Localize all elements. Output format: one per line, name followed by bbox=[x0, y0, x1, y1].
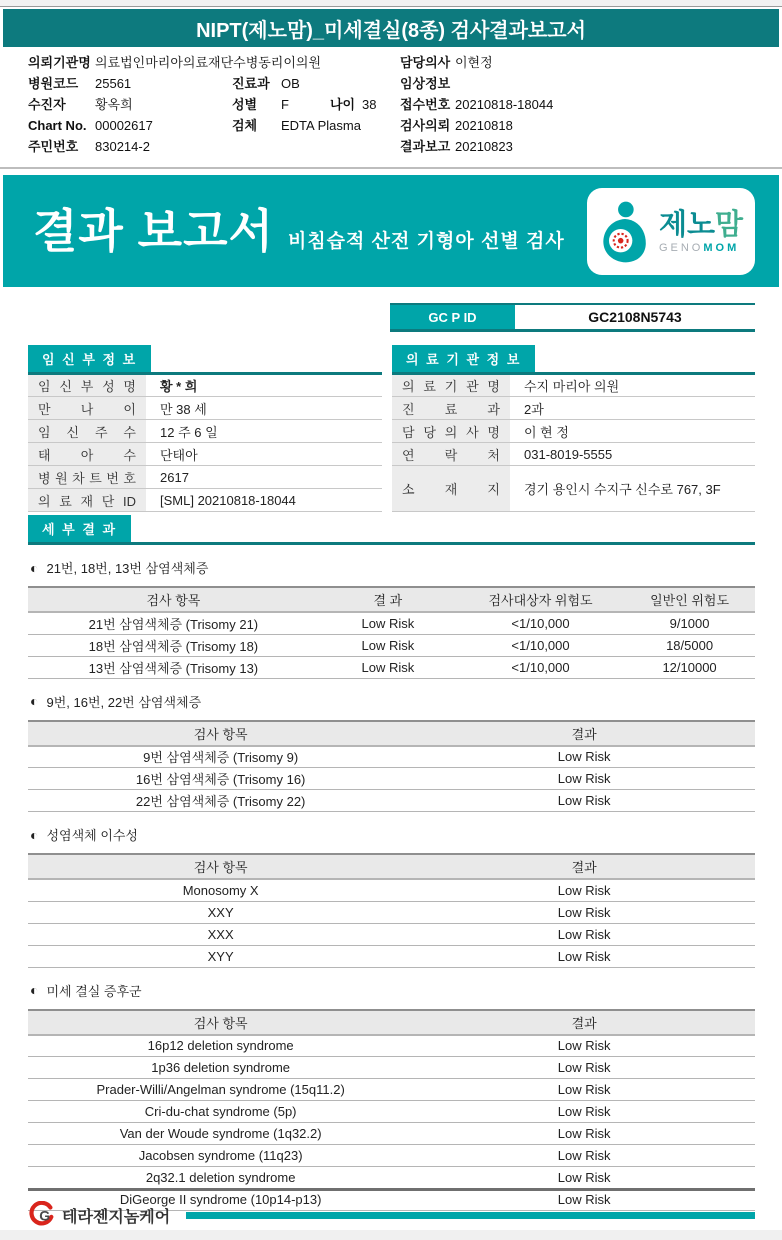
table-row bbox=[28, 656, 755, 678]
row-label: 태 아 수 bbox=[28, 443, 146, 466]
row-value: 12 주 6 일 bbox=[146, 420, 382, 443]
table-row bbox=[28, 420, 382, 443]
column-header: 결과 bbox=[413, 854, 755, 879]
receipt-no-value: 20210818-18044 bbox=[455, 97, 554, 112]
row-value: 031-8019-5555 bbox=[510, 443, 755, 466]
table-row bbox=[28, 923, 755, 945]
row-value: 이 현 정 bbox=[510, 420, 755, 443]
test-item: 2q32.1 deletion syndrome bbox=[28, 1167, 413, 1189]
hospital-code-value: 25561 bbox=[95, 76, 132, 91]
report-title: NIPT(제노맘)_미세결실(8종) 검사결과보고서 bbox=[196, 19, 586, 42]
logo-kr-mom: 맘 bbox=[715, 208, 744, 241]
test-item: Van der Woude syndrome (1q32.2) bbox=[28, 1123, 413, 1145]
row-value: 경기 용인시 수지구 신수로 767, 3F bbox=[510, 466, 755, 512]
detail-title-underline bbox=[28, 542, 755, 545]
theragen-g-icon bbox=[28, 1201, 56, 1229]
table-row bbox=[28, 634, 755, 656]
row-label: 소 재 지 bbox=[392, 466, 510, 512]
microdeletion-table bbox=[28, 1009, 755, 1212]
result-value: Low Risk bbox=[319, 612, 457, 634]
row-label: 임 신 부 성 명 bbox=[28, 374, 146, 397]
row-value: [SML] 20210818-18044 bbox=[146, 489, 382, 512]
row-value: 수지 마리아 의원 bbox=[510, 374, 755, 397]
test-item: XXY bbox=[28, 901, 413, 923]
detail-results-section bbox=[28, 515, 755, 1215]
row-value: 황 * 희 bbox=[146, 374, 382, 397]
table-row bbox=[28, 374, 382, 397]
clinic-info-title: 의 료 기 관 정 보 bbox=[392, 345, 535, 372]
table-row bbox=[28, 1145, 755, 1167]
trisomy-91622-table bbox=[28, 720, 755, 813]
trisomy-211813-table bbox=[28, 586, 755, 679]
logo-wordmark bbox=[659, 210, 743, 254]
top-strip bbox=[0, 0, 782, 7]
chart-no-value: 00002617 bbox=[95, 118, 153, 133]
footer bbox=[28, 1188, 755, 1229]
column-header: 결 과 bbox=[319, 587, 457, 612]
footer-teal-bar bbox=[186, 1212, 755, 1219]
table-row bbox=[28, 489, 382, 512]
column-header: 검사 항목 bbox=[28, 1010, 413, 1035]
age-value: 38 bbox=[362, 97, 377, 112]
detail-results-title: 세 부 결 과 bbox=[28, 515, 131, 542]
table-row bbox=[28, 1079, 755, 1101]
report-title-bar bbox=[3, 9, 779, 47]
column-header: 결과 bbox=[413, 1010, 755, 1035]
test-item: 16번 삼염색체증 (Trisomy 16) bbox=[28, 768, 413, 790]
half-circle-icon: ◐ bbox=[30, 826, 39, 843]
test-item: 18번 삼염색체증 (Trisomy 18) bbox=[28, 634, 319, 656]
header-separator bbox=[0, 167, 782, 169]
section-heading: 21번, 18번, 13번 삼염색체증 bbox=[46, 561, 209, 576]
specimen-label: 검체 bbox=[232, 118, 258, 133]
population-risk: 12/10000 bbox=[624, 656, 755, 678]
genomom-logo bbox=[587, 188, 755, 275]
table-row bbox=[392, 443, 755, 466]
test-item: 1p36 deletion syndrome bbox=[28, 1057, 413, 1079]
order-info-block bbox=[0, 51, 782, 163]
hospital-code-label: 병원코드 bbox=[28, 76, 79, 91]
column-header: 검사 항목 bbox=[28, 721, 413, 746]
column-header: 검사 항목 bbox=[28, 587, 319, 612]
sex-chromosome-section bbox=[28, 825, 755, 968]
specimen-value: EDTA Plasma bbox=[281, 118, 361, 133]
test-item: XXX bbox=[28, 923, 413, 945]
row-label: 만 나 이 bbox=[28, 397, 146, 420]
table-row bbox=[392, 374, 755, 397]
column-header: 검사 항목 bbox=[28, 854, 413, 879]
table-row bbox=[392, 420, 755, 443]
result-value: Low Risk bbox=[413, 1145, 755, 1167]
table-row bbox=[28, 746, 755, 768]
table-row bbox=[28, 945, 755, 967]
row-value: 단태아 bbox=[146, 443, 382, 466]
subject-risk: <1/10,000 bbox=[457, 612, 624, 634]
resident-no-label: 주민번호 bbox=[28, 139, 79, 154]
gcp-id-value: GC2108N5743 bbox=[515, 305, 755, 329]
department-value: OB bbox=[281, 76, 300, 91]
table-row bbox=[28, 443, 382, 466]
report-date-value: 20210823 bbox=[455, 139, 513, 154]
gcp-id-bar bbox=[390, 303, 755, 332]
test-item: 21번 삼염색체증 (Trisomy 21) bbox=[28, 612, 319, 634]
half-circle-icon: ◐ bbox=[30, 693, 39, 709]
footer-divider bbox=[28, 1188, 755, 1191]
sex-value: F bbox=[281, 97, 289, 112]
half-circle-icon: ◐ bbox=[30, 559, 39, 576]
result-value: Low Risk bbox=[413, 945, 755, 967]
row-label: 임 신 주 수 bbox=[28, 420, 146, 443]
clinical-info-label: 임상정보 bbox=[400, 76, 451, 91]
result-value: Low Risk bbox=[413, 1167, 755, 1189]
result-value: Low Risk bbox=[319, 656, 457, 678]
company-name: 테라젠지놈케어 bbox=[62, 1208, 171, 1226]
test-item: Prader-Willi/Angelman syndrome (15q11.2) bbox=[28, 1079, 413, 1101]
row-label: 의 료 기 관 명 bbox=[392, 374, 510, 397]
row-value: 2과 bbox=[510, 397, 755, 420]
doctor-label: 담당의사 bbox=[400, 55, 451, 70]
patient-value: 황옥희 bbox=[95, 97, 133, 112]
test-item: 13번 삼염색체증 (Trisomy 13) bbox=[28, 656, 319, 678]
table-row bbox=[28, 768, 755, 790]
table-header-row bbox=[28, 854, 755, 879]
column-header: 검사대상자 위험도 bbox=[457, 587, 624, 612]
chart-no-label: Chart No. bbox=[28, 118, 87, 133]
table-row bbox=[28, 1167, 755, 1189]
table-row bbox=[28, 1101, 755, 1123]
half-circle-icon: ◐ bbox=[30, 982, 39, 998]
table-row bbox=[28, 879, 755, 901]
banner-title: 결과 보고서 bbox=[33, 205, 274, 257]
population-risk: 18/5000 bbox=[624, 634, 755, 656]
table-header-row bbox=[28, 1010, 755, 1035]
request-date-value: 20210818 bbox=[455, 118, 513, 133]
test-item: DiGeorge II syndrome (10p14-p13) bbox=[28, 1189, 413, 1211]
test-item: 22번 삼염색체증 (Trisomy 22) bbox=[28, 790, 413, 812]
section-heading: 9번, 16번, 22번 삼염색체증 bbox=[46, 694, 202, 710]
table-row bbox=[28, 901, 755, 923]
resident-no-value: 830214-2 bbox=[95, 139, 150, 154]
result-value: Low Risk bbox=[413, 1123, 755, 1145]
test-item: Jacobsen syndrome (11q23) bbox=[28, 1145, 413, 1167]
section-heading: 미세 결실 증후군 bbox=[46, 983, 142, 999]
request-date-label: 검사의뢰 bbox=[400, 118, 451, 133]
sex-label: 성별 bbox=[232, 97, 258, 112]
table-header-row bbox=[28, 721, 755, 746]
result-value: Low Risk bbox=[413, 768, 755, 790]
row-value: 2617 bbox=[146, 466, 382, 489]
mother-info-section bbox=[28, 345, 382, 512]
test-item: XYY bbox=[28, 945, 413, 967]
row-label: 진 료 과 bbox=[392, 397, 510, 420]
population-risk: 9/1000 bbox=[624, 612, 755, 634]
row-label: 의 료 재 단 ID bbox=[28, 489, 146, 512]
test-item: Monosomy X bbox=[28, 879, 413, 901]
clinic-info-section bbox=[392, 345, 755, 512]
row-label: 담 당 의 사 명 bbox=[392, 420, 510, 443]
result-value: Low Risk bbox=[413, 923, 755, 945]
result-value: Low Risk bbox=[413, 790, 755, 812]
department-label: 진료과 bbox=[232, 76, 270, 91]
result-banner bbox=[3, 175, 779, 287]
info-tables bbox=[28, 345, 755, 512]
mother-info-table bbox=[28, 372, 382, 512]
sex-chromosome-table bbox=[28, 853, 755, 968]
clinic-info-table bbox=[392, 372, 755, 512]
bottom-strip bbox=[0, 1230, 782, 1240]
institution-value: 의료법인마리아의료재단수병동리이의원 bbox=[95, 55, 322, 70]
column-header: 결과 bbox=[413, 721, 755, 746]
patient-label: 수진자 bbox=[28, 97, 66, 112]
table-header-row bbox=[28, 587, 755, 612]
doctor-value: 이현정 bbox=[455, 55, 493, 70]
table-row bbox=[28, 1123, 755, 1145]
logo-en-mom: MOM bbox=[703, 241, 740, 254]
subject-risk: <1/10,000 bbox=[457, 656, 624, 678]
test-item: 9번 삼염색체증 (Trisomy 9) bbox=[28, 746, 413, 768]
row-label: 병 원 차 트 번 호 bbox=[28, 466, 146, 489]
result-value: Low Risk bbox=[413, 1189, 755, 1211]
test-item: Cri-du-chat syndrome (5p) bbox=[28, 1101, 413, 1123]
result-value: Low Risk bbox=[413, 879, 755, 901]
row-value: 만 38 세 bbox=[146, 397, 382, 420]
microdeletion-section bbox=[28, 981, 755, 1212]
mother-info-title: 임 신 부 정 보 bbox=[28, 345, 151, 372]
row-label: 연 락 처 bbox=[392, 443, 510, 466]
result-value: Low Risk bbox=[413, 1035, 755, 1057]
subject-risk: <1/10,000 bbox=[457, 634, 624, 656]
institution-label: 의뢰기관명 bbox=[28, 55, 91, 70]
logo-kr-geno: 제노 bbox=[658, 208, 715, 241]
test-item: 16p12 deletion syndrome bbox=[28, 1035, 413, 1057]
result-value: Low Risk bbox=[413, 746, 755, 768]
table-row bbox=[28, 790, 755, 812]
gcp-id-label: GC P ID bbox=[390, 305, 515, 329]
result-value: Low Risk bbox=[319, 634, 457, 656]
table-row bbox=[28, 466, 382, 489]
result-value: Low Risk bbox=[413, 1079, 755, 1101]
svg-text:G: G bbox=[39, 1207, 51, 1224]
table-row bbox=[28, 397, 382, 420]
logo-en-geno: GENO bbox=[658, 241, 704, 254]
table-row bbox=[28, 1035, 755, 1057]
result-value: Low Risk bbox=[413, 1057, 755, 1079]
table-row bbox=[392, 466, 755, 512]
section-heading: 성염색체 이수성 bbox=[46, 828, 138, 843]
trisomy-211813-section bbox=[28, 558, 755, 679]
trisomy-91622-section bbox=[28, 692, 755, 813]
mother-baby-icon bbox=[599, 199, 651, 265]
receipt-no-label: 접수번호 bbox=[400, 97, 451, 112]
result-value: Low Risk bbox=[413, 901, 755, 923]
table-row bbox=[392, 397, 755, 420]
result-value: Low Risk bbox=[413, 1101, 755, 1123]
banner-subtitle: 비침습적 산전 기형아 선별 검사 bbox=[287, 231, 565, 252]
table-row bbox=[28, 1057, 755, 1079]
column-header: 일반인 위험도 bbox=[624, 587, 755, 612]
table-row bbox=[28, 612, 755, 634]
report-date-label: 결과보고 bbox=[400, 139, 451, 154]
age-label: 나이 bbox=[330, 97, 356, 112]
